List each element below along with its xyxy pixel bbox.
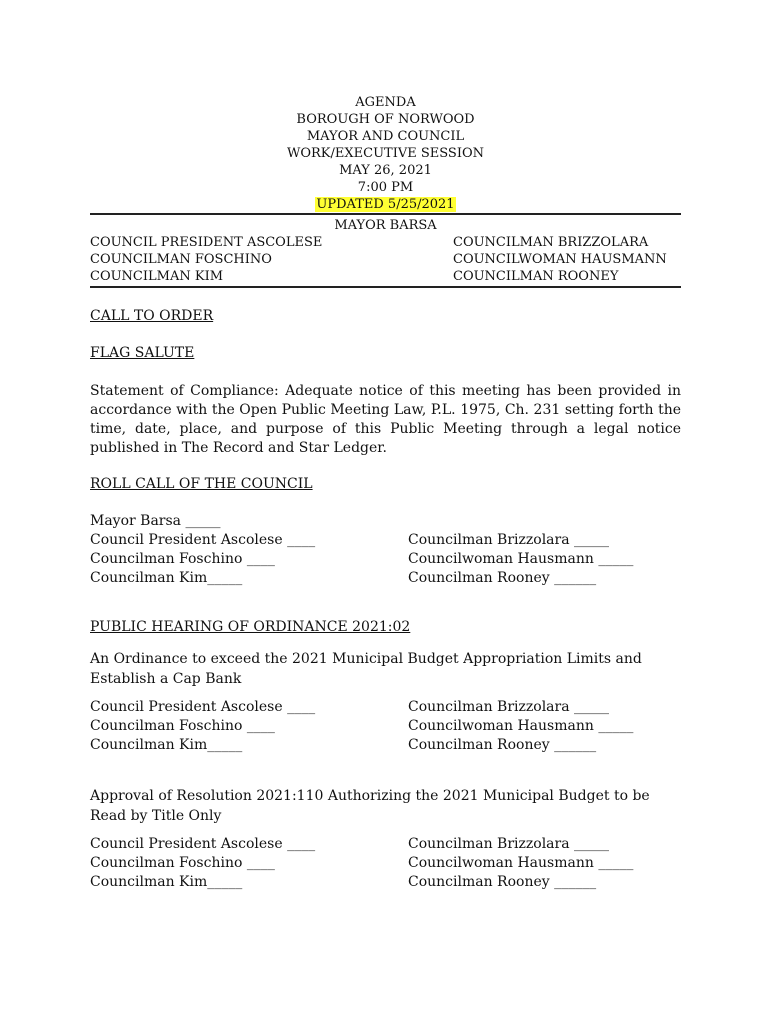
updated-notice: UPDATED 5/25/2021 — [316, 197, 455, 212]
hearing-vote-left-1: Council President Ascolese ____ — [90, 699, 316, 715]
member-right-3: COUNCILMAN ROONEY — [453, 269, 619, 284]
call-to-order-heading: CALL TO ORDER — [90, 308, 214, 324]
hearing-vote-left-2: Councilman Foschino ____ — [90, 718, 275, 734]
member-left-3: COUNCILMAN KIM — [90, 269, 224, 284]
meeting-date: MAY 26, 2021 — [339, 163, 432, 178]
resolution-vote-right-2: Councilwoman Hausmann _____ — [408, 855, 634, 871]
agenda-title: AGENDA — [355, 95, 416, 110]
header-bottom-rule — [90, 286, 681, 288]
roll-call-mayor: Mayor Barsa _____ — [90, 513, 221, 529]
resolution-vote-left-1: Council President Ascolese ____ — [90, 836, 316, 852]
roll-call-heading: ROLL CALL OF THE COUNCIL — [90, 476, 313, 492]
mayor-name: MAYOR BARSA — [334, 218, 437, 233]
roll-call-left-3: Councilman Kim_____ — [90, 570, 243, 586]
member-right-2: COUNCILWOMAN HAUSMANN — [453, 252, 667, 267]
resolution-description: Approval of Resolution 2021:110 Authorizing the 2021 Municipal Budget to be Read by Title Only — [90, 788, 650, 824]
roll-call-left-2: Councilman Foschino ____ — [90, 551, 275, 567]
ordinance-description: An Ordinance to exceed the 2021 Municipal Budget Appropriation Limits and Establish a Cap Bank — [90, 651, 642, 687]
hearing-vote-right-1: Councilman Brizzolara _____ — [408, 699, 610, 715]
roll-call-right-2: Councilwoman Hausmann _____ — [408, 551, 634, 567]
roll-call-right-3: Councilman Rooney ______ — [408, 570, 597, 586]
resolution-vote-right-1: Councilman Brizzolara _____ — [408, 836, 610, 852]
roll-call-left-1: Council President Ascolese ____ — [90, 532, 316, 548]
updated-notice-line — [90, 196, 681, 213]
hearing-vote-right-3: Councilman Rooney ______ — [408, 737, 597, 753]
member-left-1: COUNCIL PRESIDENT ASCOLESE — [90, 235, 323, 250]
roll-call-right-1: Councilman Brizzolara _____ — [408, 532, 610, 548]
member-right-1: COUNCILMAN BRIZZOLARA — [453, 235, 649, 250]
resolution-vote-left-3: Councilman Kim_____ — [90, 874, 243, 890]
flag-salute-heading: FLAG SALUTE — [90, 345, 195, 361]
resolution-vote-left-2: Councilman Foschino ____ — [90, 855, 275, 871]
compliance-statement: Statement of Compliance: Adequate notice of this meeting has been provided in accordance with the Open Public Meeting Law, P.L. 1975, Ch. 231 setting forth the time, date, place, and purpose of this Public Meeting through a legal notice published in The Record and Star Ledger. — [90, 383, 681, 456]
borough-name: BOROUGH OF NORWOOD — [296, 112, 475, 127]
meeting-time: 7:00 PM — [357, 180, 414, 195]
governing-body: MAYOR AND COUNCIL — [306, 129, 465, 144]
member-left-2: COUNCILMAN FOSCHINO — [90, 252, 272, 267]
resolution-vote-right-3: Councilman Rooney ______ — [408, 874, 597, 890]
header-top-rule — [90, 213, 681, 215]
hearing-vote-right-2: Councilwoman Hausmann _____ — [408, 718, 634, 734]
session-type: WORK/EXECUTIVE SESSION — [287, 146, 484, 161]
hearing-vote-left-3: Councilman Kim_____ — [90, 737, 243, 753]
public-hearing-heading: PUBLIC HEARING OF ORDINANCE 2021:02 — [90, 619, 411, 635]
